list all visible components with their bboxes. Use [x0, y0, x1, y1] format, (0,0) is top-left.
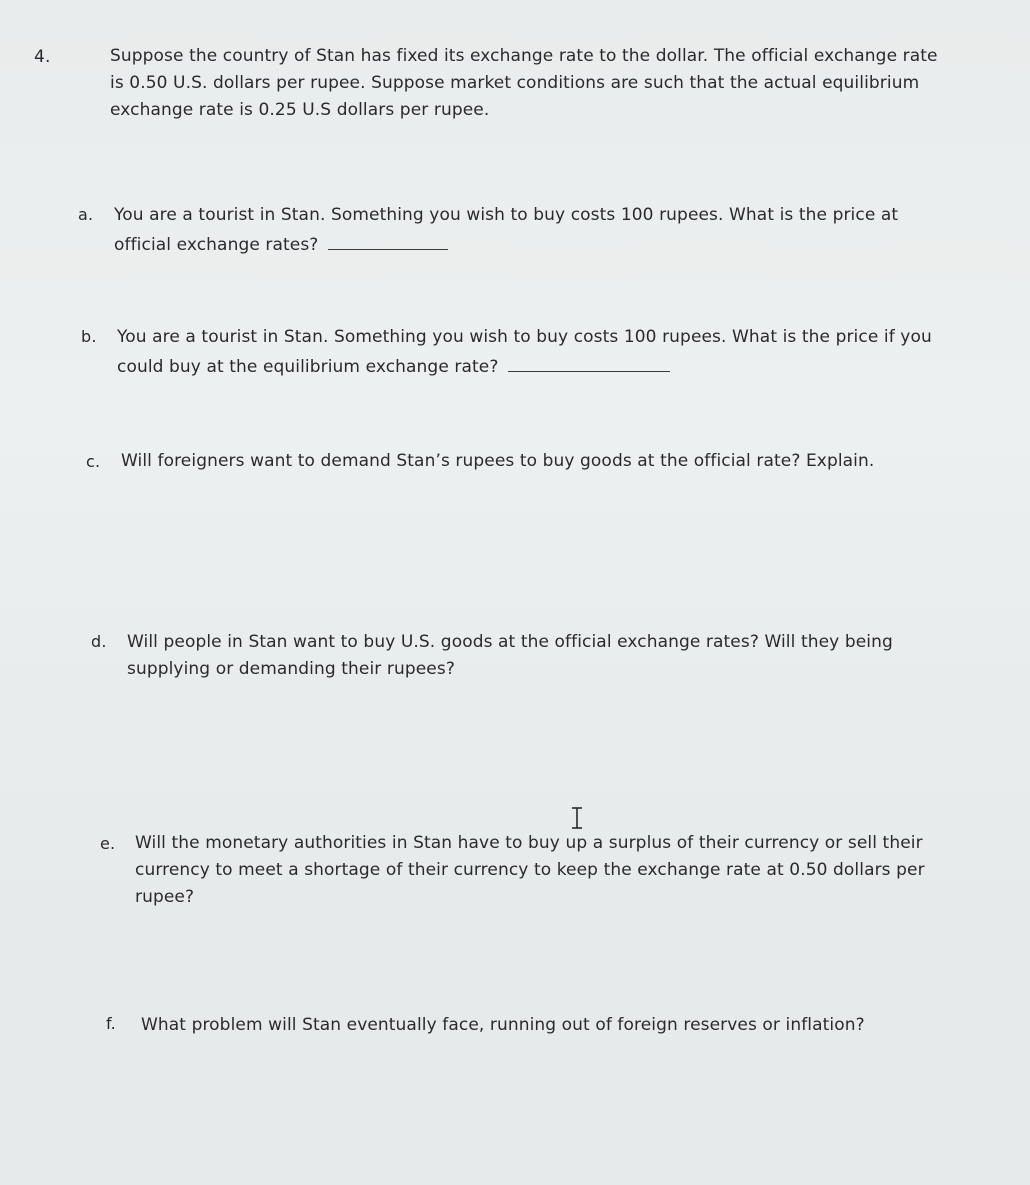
part-a-question	[114, 200, 994, 260]
part-d-line-1: Will people in Stan want to buy U.S. goods at the official exchange rates? Will they being	[127, 632, 893, 652]
question-intro	[110, 43, 1010, 124]
part-f-line-1: What problem will Stan eventually face, running out of foreign reserves or inflation?	[141, 1015, 865, 1035]
part-b-question	[117, 322, 997, 382]
part-e-line-3: rupee?	[135, 887, 195, 907]
part-c-question	[121, 446, 1001, 476]
part-e-label: e.	[100, 834, 116, 853]
part-f-label: f.	[106, 1014, 116, 1033]
part-c-line-1: Will foreigners want to demand Stan’s rupees to buy goods at the official rate? Explain.	[121, 451, 875, 471]
part-b-line-1: You are a tourist in Stan. Something you wish to buy costs 100 rupees. What is the price if you	[117, 327, 932, 347]
part-b-line-2: could buy at the equilibrium exchange rate?	[117, 357, 499, 377]
part-d-line-2: supplying or demanding their rupees?	[127, 659, 455, 679]
part-b-answer-blank[interactable]	[508, 370, 670, 372]
text-cursor-icon	[568, 806, 586, 830]
part-a-label: a.	[78, 205, 94, 224]
question-number: 4.	[34, 47, 51, 67]
part-e-line-1: Will the monetary authorities in Stan have to buy up a surplus of their currency or sell their	[135, 833, 923, 853]
part-b-label: b.	[81, 327, 97, 346]
part-f-question	[141, 1010, 1001, 1040]
intro-line-3: exchange rate is 0.25 U.S dollars per rupee.	[110, 100, 490, 120]
part-e-line-2: currency to meet a shortage of their currency to keep the exchange rate at 0.50 dollars per	[135, 860, 925, 880]
part-a-answer-blank[interactable]	[328, 248, 448, 250]
part-d-label: d.	[91, 632, 107, 651]
intro-line-2: is 0.50 U.S. dollars per rupee. Suppose market conditions are such that the actual equilibrium	[110, 73, 920, 93]
part-a-line-1: You are a tourist in Stan. Something you wish to buy costs 100 rupees. What is the price at	[114, 205, 899, 225]
part-e-question	[135, 830, 1015, 911]
intro-line-1: Suppose the country of Stan has fixed its exchange rate to the dollar. The official exchange rate	[110, 46, 938, 66]
part-a-line-2: official exchange rates?	[114, 235, 319, 255]
part-c-label: c.	[86, 452, 101, 471]
part-d-question	[127, 629, 1007, 683]
